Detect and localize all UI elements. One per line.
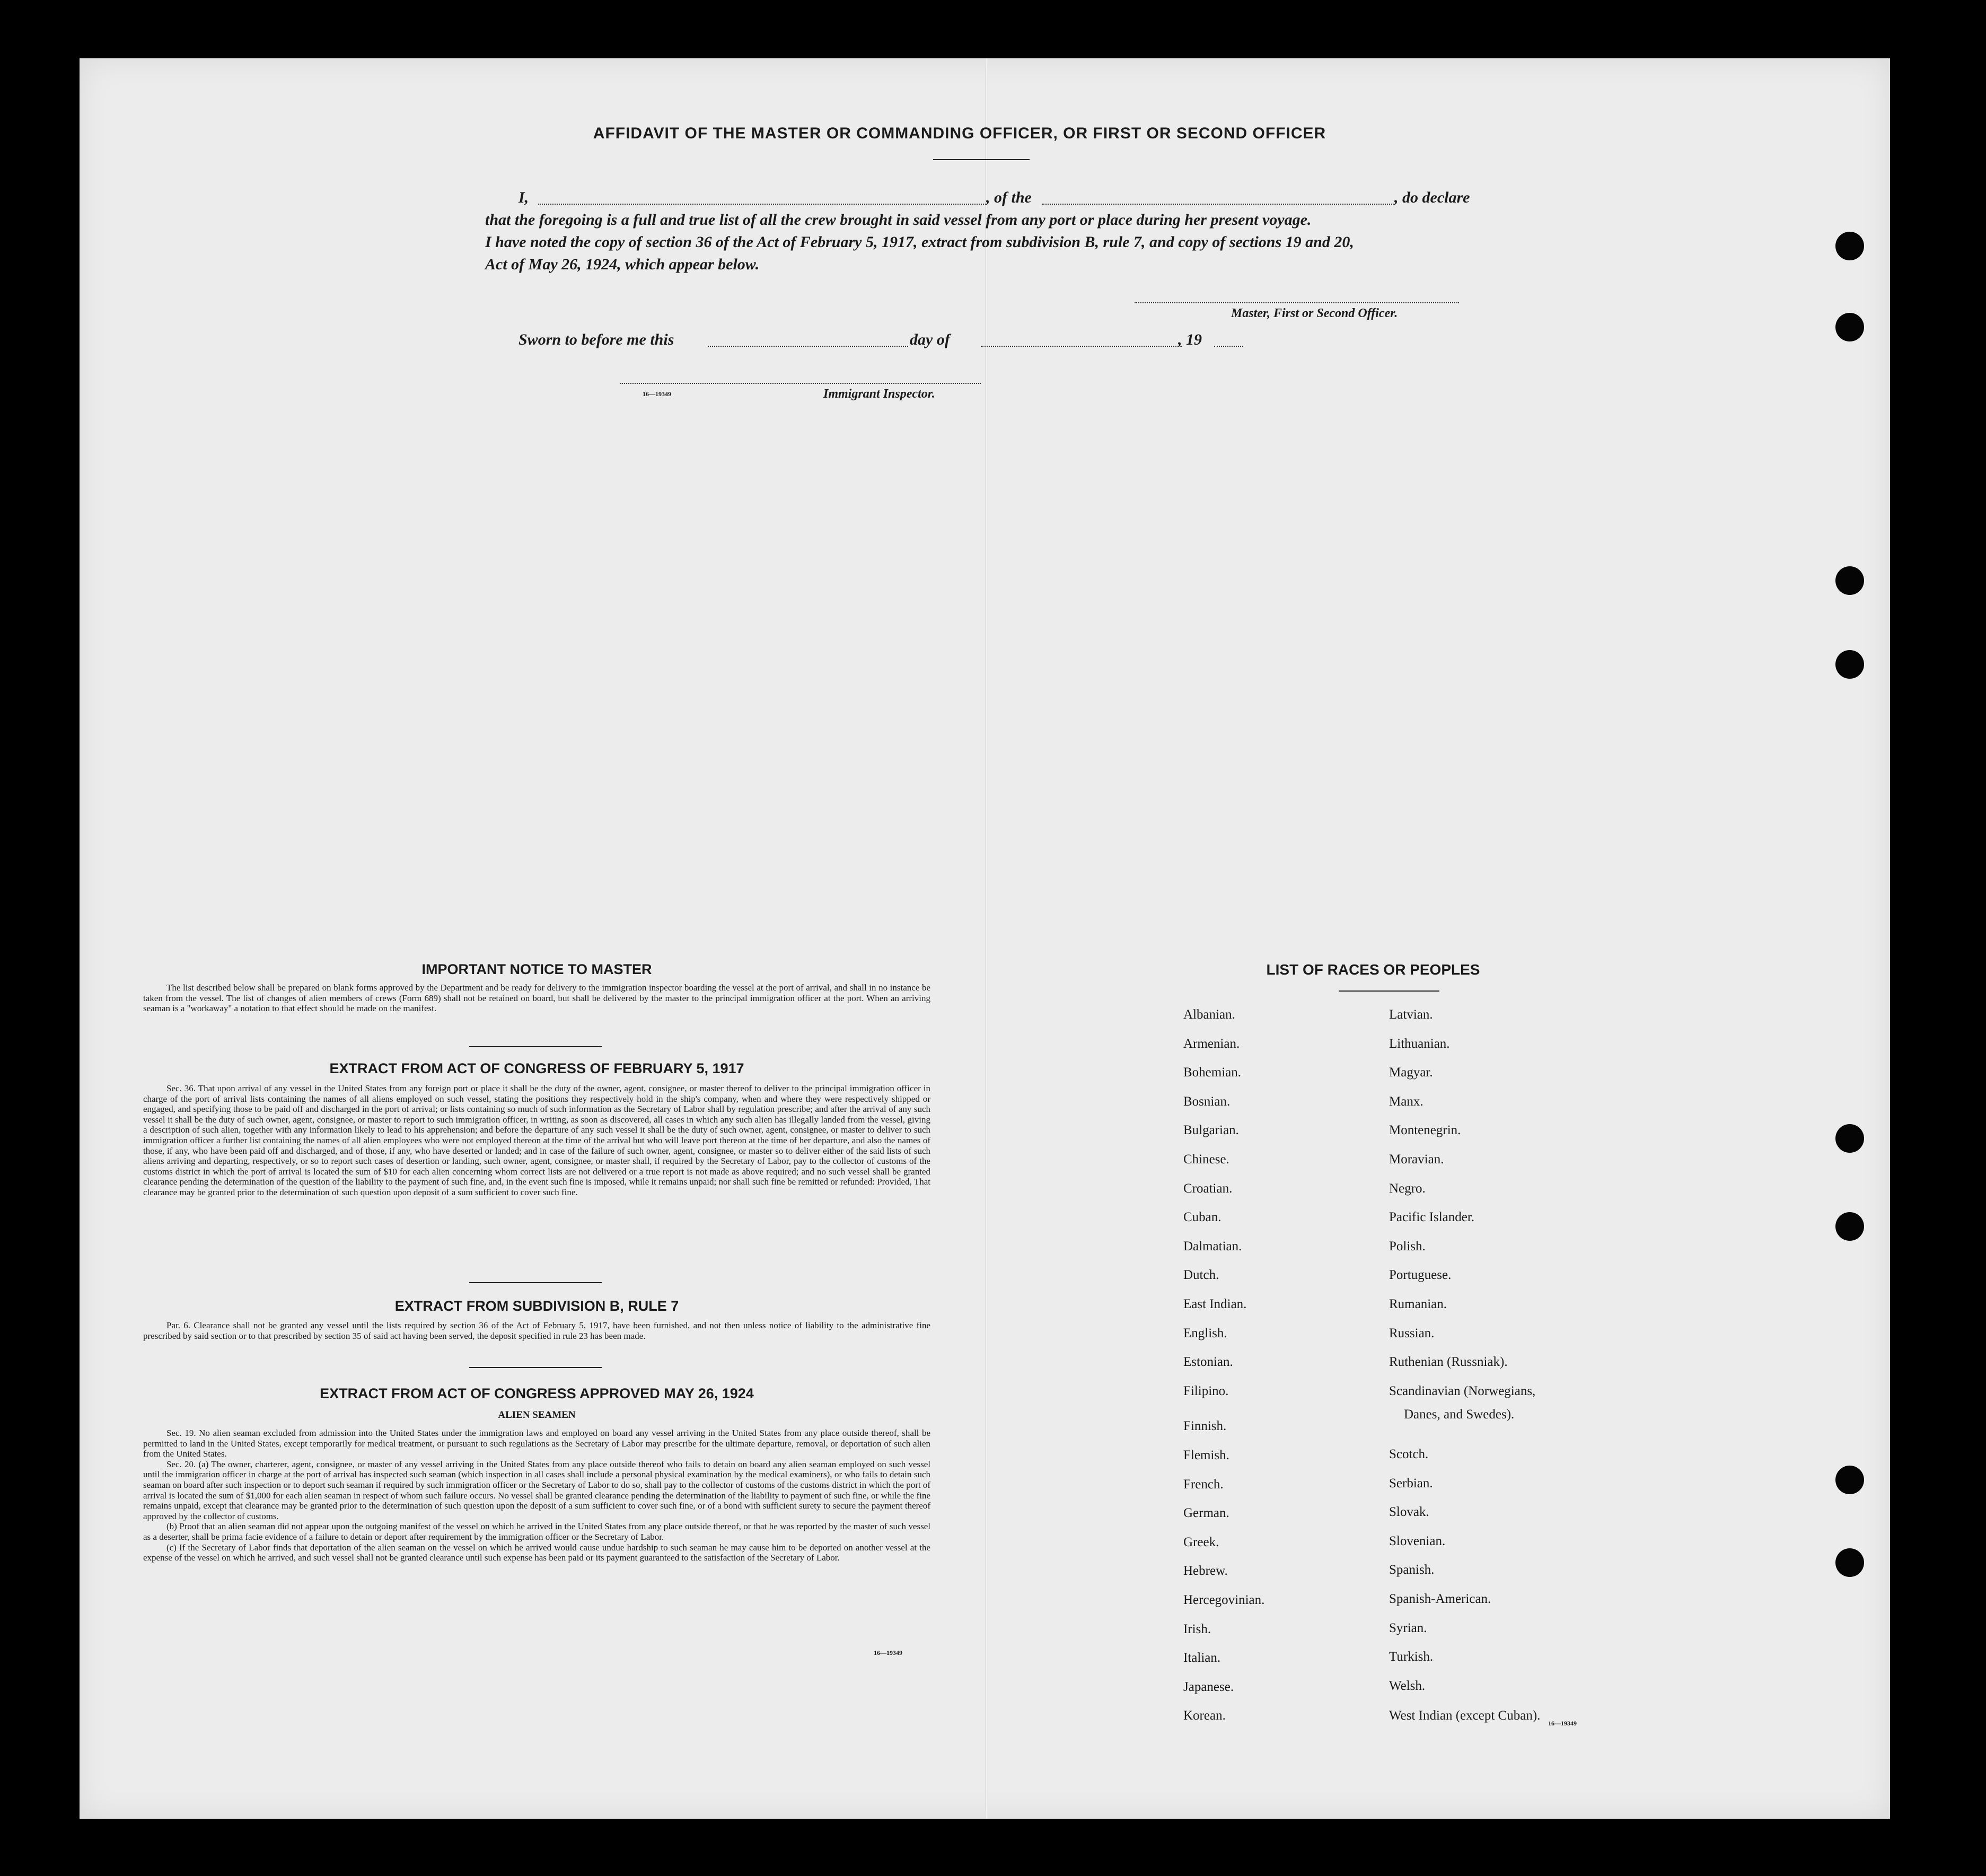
race-item: Negro. <box>1389 1181 1426 1196</box>
alien-seamen-subtitle: ALIEN SEAMEN <box>498 1409 576 1421</box>
race-item: Dalmatian. <box>1183 1239 1242 1253</box>
extract-rule7-title: EXTRACT FROM SUBDIVISION B, RULE 7 <box>394 1298 679 1314</box>
races-form-number: 16—19349 <box>1548 1720 1577 1727</box>
sworn-day-field[interactable] <box>708 346 908 347</box>
race-item: German. <box>1183 1506 1229 1521</box>
declaration-line-3: I have noted the copy of section 36 of the Act of February 5, 1917, extract from subdivision B, rule 7, and copy of sections 19 and 20, <box>485 233 1354 251</box>
race-item: Korean. <box>1183 1708 1226 1723</box>
race-item: Serbian. <box>1389 1476 1433 1491</box>
race-item: Filipino. <box>1183 1383 1229 1398</box>
divider <box>469 1282 602 1283</box>
divider <box>469 1367 602 1368</box>
race-item: Italian. <box>1183 1651 1221 1665</box>
extract-1924-title: EXTRACT FROM ACT OF CONGRESS APPROVED MAY 26, 1924 <box>320 1386 754 1401</box>
binder-hole <box>1835 232 1864 260</box>
race-item: English. <box>1183 1326 1227 1340</box>
binder-hole <box>1835 313 1864 341</box>
race-item: Ruthenian (Russniak). <box>1389 1355 1508 1370</box>
race-item: Scandinavian (Norwegians, <box>1389 1383 1536 1398</box>
sworn-month-field[interactable] <box>981 346 1182 347</box>
race-item: Rumanian. <box>1389 1297 1447 1311</box>
race-item: Hebrew. <box>1183 1564 1228 1579</box>
notice-body <box>143 983 930 1014</box>
declaration-do-declare: , do declare <box>1394 189 1470 206</box>
title-underline <box>933 159 1030 160</box>
extract-1917-title: EXTRACT FROM ACT OF CONGRESS OF FEBRUARY 5, 1917 <box>329 1060 744 1076</box>
par-6-text: Par. 6. Clearance shall not be granted any vessel until the lists required by section 36 of the Act of February 5, 1917, have been furnished, and not then unless notice of liability to the administrative fine prescribed by said section or to that prescribed by section 35 of said act having been served, the deposit specified in rule 23 has been made. <box>143 1320 930 1341</box>
race-item: Welsh. <box>1389 1678 1426 1693</box>
declaration-line-4: Act of May 26, 1924, which appear below. <box>485 256 760 273</box>
extract-1924-body <box>143 1428 930 1563</box>
race-item: Pacific Islander. <box>1389 1210 1475 1225</box>
section-20a-text: Sec. 20. (a) The owner, charterer, agent, consignee, or master of any vessel arriving in the United States from any place outside thereof who fails to detain on board any alien seaman employed on such vessel until the immigration officer in charge at the port of arrival has inspected such seaman (which inspection in all cases shall include a personal physical examination by the medical examiners), or who fails to detain such seaman on board after such inspection or to deport such seaman if required by such immigration officer or the Secretary of Labor to do so, shall pay to the collector of customs of the customs district in which the port of arrival is located the sum of $1,000 for each alien seaman in respect of whom such failure occurs. No vessel shall be granted clearance pending the determination of the liability to payment of such fine, or while the fine remains unpaid, except that clearance may be granted prior to the determination of such question upon the deposit of a sum sufficient to cover such fine, or of a bond with sufficient surety to secure the payment thereof approved by the collector of customs. <box>143 1459 930 1521</box>
divider <box>469 1046 602 1047</box>
race-item: Danes, and Swedes). <box>1404 1407 1515 1422</box>
race-item: Croatian. <box>1183 1181 1233 1196</box>
race-item: Polish. <box>1389 1239 1426 1253</box>
race-item: Chinese. <box>1183 1152 1229 1167</box>
race-item: Spanish-American. <box>1389 1592 1491 1606</box>
notice-title: IMPORTANT NOTICE TO MASTER <box>421 961 652 977</box>
race-item: Dutch. <box>1183 1268 1219 1283</box>
inspector-signature-field[interactable] <box>620 383 981 384</box>
race-item: Armenian. <box>1183 1036 1240 1051</box>
master-signature-field[interactable] <box>1135 302 1459 303</box>
inspector-label: Immigrant Inspector. <box>823 387 935 401</box>
name-field[interactable] <box>538 204 986 205</box>
section-36-text: Sec. 36. That upon arrival of any vessel in the United States from any foreign port or place it shall be the duty of the owner, agent, consignee, or master thereof to deliver to the principal immigration officer in charge of the port of arrival lists containing the names of all aliens employed on such vessel, stating the positions they respectively hold in the ship's company, when and where they were respectively shipped or engaged, and specifying those to be paid off and discharged in the port of arrival; or lists containing so much of such information as the Secretary of Labor shall by regulation prescribe; and after the arrival of any such vessel it shall be the duty of such owner, agent, consignee, or master to report to such immigration officer, in writing, as soon as discovered, all cases in which any such alien has illegally landed from the vessel, giving a description of such alien, together with any information likely to lead to his apprehension; and before the departure of any such vessel it shall be the duty of such owner, agent, consignee, or master to deliver to such immigration officer a further list containing the names of all alien employees who were not employed thereon at the time of the arrival but who will leave port thereon at the time of her departure, and also the names of those, if any, who have been paid off and discharged, and of those, if any, who have deserted or landed; and in case of the failure of such owner, agent, consignee, or master so to deliver either of the said lists of such aliens arriving and departing, respectively, or so to report such cases of desertion or landing, such owner, agent, consignee, or master shall, if required by the Secretary of Labor, pay to the collector of customs of the customs district in which the port of arrival is located the sum of $10 for each alien concerning whom correct lists are not delivered or a true report is not made as above required; and no such vessel shall be granted clearance pending the determination of the question of the liability to the payment of such fine, and, in the event such fine is imposed, while it remains unpaid; nor shall such fine be remitted or refunded: Provided, That clearance may be granted prior to the determination of such question upon deposit of a sum sufficient to cover such fine. <box>143 1083 930 1197</box>
race-item: Portuguese. <box>1389 1268 1452 1283</box>
race-item: French. <box>1183 1477 1224 1492</box>
sworn-label: Sworn to before me this <box>519 331 674 348</box>
race-item: Irish. <box>1183 1621 1211 1636</box>
section-20c-text: (c) If the Secretary of Labor finds that deportation of the alien seaman on the vessel on which he arrived would cause undue hardship to such seaman he may cause him to be deported on another vessel at the expense of the vessel on which he arrived, and such vessel shall not be granted clearance until such expense has been paid or its payment guaranteed to the satisfaction of the Secretary of Labor. <box>143 1542 930 1563</box>
master-signature-label: Master, First or Second Officer. <box>1231 306 1398 320</box>
race-item: Spanish. <box>1389 1563 1435 1577</box>
race-item: Lithuanian. <box>1389 1036 1450 1051</box>
year-label: , 19 <box>1178 331 1202 348</box>
race-item: East Indian. <box>1183 1297 1247 1311</box>
day-of-label: day of <box>910 331 950 348</box>
binder-hole <box>1835 566 1864 595</box>
section-19-text: Sec. 19. No alien seaman excluded from admission into the United States under the immigration laws and employed on board any vessel arriving in the United States from any place outside thereof, shall be permitted to land in the United States, except temporarily for medical treatment, or pursuant to such regulations as the Secretary of Labor may prescribe for the ultimate departure, removal, or deportation of such alien from the United States. <box>143 1428 930 1459</box>
race-item: Syrian. <box>1389 1620 1427 1635</box>
declaration-i: I, <box>519 189 529 206</box>
extract-1917-body <box>143 1083 930 1198</box>
race-item: Estonian. <box>1183 1355 1233 1370</box>
race-item: Moravian. <box>1389 1152 1444 1167</box>
binder-hole <box>1835 1124 1864 1153</box>
vessel-field[interactable] <box>1042 204 1394 205</box>
races-title-underline <box>1339 990 1439 992</box>
extract-form-number: 16—19349 <box>874 1649 902 1656</box>
declaration-of-the: , of the <box>986 189 1032 206</box>
extract-rule7-body <box>143 1320 930 1341</box>
race-item: Bohemian. <box>1183 1065 1242 1080</box>
race-item: Cuban. <box>1183 1210 1222 1225</box>
race-item: Turkish. <box>1389 1650 1434 1664</box>
race-item: Russian. <box>1389 1326 1435 1340</box>
notice-paragraph: The list described below shall be prepared on blank forms approved by the Department and be ready for delivery to the immigration inspector boarding the vessel at the port of arrival, and shall in no instance be taken from the vessel. The list of changes of alien members of crews (Form 689) shall not be retained on board, but shall be delivered by the master to the principal immigration officer at the port. When an arriving seaman is a "workaway" a notation to that effect should be made on the manifest. <box>143 983 930 1014</box>
race-item: Magyar. <box>1389 1065 1433 1080</box>
race-item: Hercegovinian. <box>1183 1593 1265 1607</box>
race-item: West Indian (except Cuban). <box>1389 1708 1541 1723</box>
affidavit-form-number: 16—19349 <box>643 390 671 398</box>
affidavit-title: AFFIDAVIT OF THE MASTER OR COMMANDING OFFICER, OR FIRST OR SECOND OFFICER <box>593 125 1326 142</box>
race-item: Scotch. <box>1389 1447 1429 1461</box>
race-item: Bosnian. <box>1183 1094 1231 1109</box>
races-title: LIST OF RACES OR PEOPLES <box>1266 961 1480 978</box>
race-item: Flemish. <box>1183 1448 1229 1462</box>
race-item: Albanian. <box>1183 1007 1235 1022</box>
year-field[interactable] <box>1214 346 1243 347</box>
race-item: Bulgarian. <box>1183 1123 1239 1138</box>
section-20b-text: (b) Proof that an alien seaman did not appear upon the outgoing manifest of the vessel on which he arrived in the United States from any place outside thereof, or that he was reported by the master of such vessel as a deserter, shall be prima facie evidence of a failure to detain or deport after requirement by the immigration officer or the Secretary of Labor. <box>143 1521 930 1542</box>
page-fold <box>985 58 988 1819</box>
binder-hole <box>1835 1466 1864 1494</box>
declaration-line-2: that the foregoing is a full and true list of all the crew brought in said vessel from any port or place during her present voyage. <box>485 211 1312 229</box>
race-item: Slovenian. <box>1389 1533 1446 1548</box>
race-item: Greek. <box>1183 1535 1219 1549</box>
race-item: Manx. <box>1389 1094 1423 1109</box>
race-item: Japanese. <box>1183 1679 1234 1694</box>
race-item: Latvian. <box>1389 1007 1433 1022</box>
binder-hole <box>1835 1212 1864 1241</box>
binder-hole <box>1835 650 1864 679</box>
race-item: Slovak. <box>1389 1505 1429 1520</box>
binder-hole <box>1835 1548 1864 1577</box>
race-item: Montenegrin. <box>1389 1123 1461 1138</box>
race-item: Finnish. <box>1183 1419 1227 1434</box>
